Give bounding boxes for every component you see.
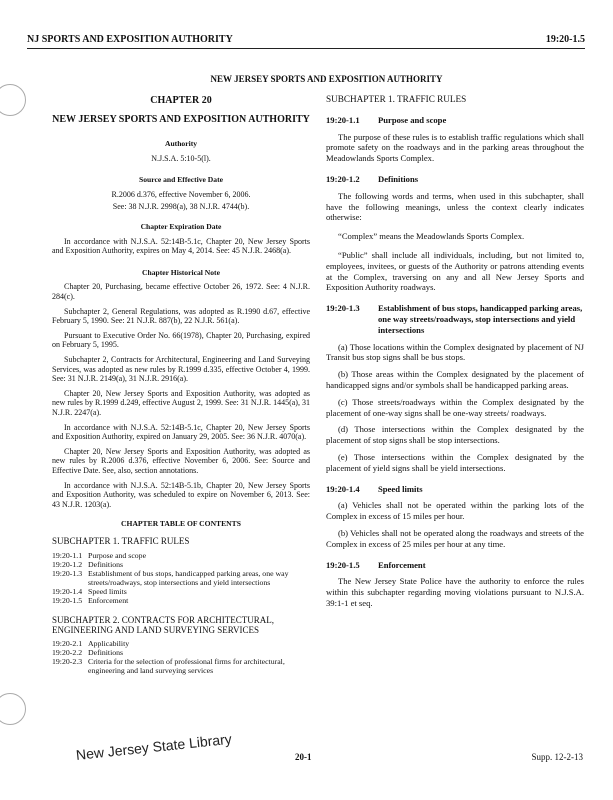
section-number: 19:20-1.2 <box>326 173 360 184</box>
toc-entry <box>52 587 310 596</box>
history-note: Subchapter 2, Contracts for Architectural, Engineering and Land Surveying Services, was adopted as new rules by R.1999 d.335, effective October 4, 1999. See: 31 N.J.R. 2149(a), 31 N.J.R. 2916(a). <box>52 355 310 384</box>
running-header-section: 19:20-1.5 <box>545 34 585 45</box>
history-note: Chapter 20, New Jersey Sports and Exposition Authority, was adopted as new rules by R.2006 d.376, effective November 6, 2006. See: Source and Effective Date. See, also, section annotations. <box>52 446 310 475</box>
toc-entry <box>52 560 310 569</box>
section-title: Purpose and scope <box>378 114 447 125</box>
toc-entry <box>52 657 310 675</box>
definition-public: “Public” shall include all individuals, including, but not limited to, employees, invitees, or guests of the Authority or patrons attending events at the Complex, traversing on any and all New Jersey Sports and Exposition Authority roadways. <box>326 249 584 293</box>
toc-heading: CHAPTER TABLE OF CONTENTS <box>121 519 241 529</box>
toc-entry <box>52 551 310 560</box>
history-note: In accordance with N.J.S.A. 52:14B-5.1b, Chapter 20, New Jersey Sports and Exposition Authority, was scheduled to expire on November 6, 2013. See: 43 N.J.R. 1203(a). <box>52 480 310 509</box>
toc-entry <box>52 569 310 587</box>
section-number: 19:20-1.5 <box>326 559 360 570</box>
section-heading <box>326 560 584 571</box>
history-note: In accordance with N.J.S.A. 52:14B-5.1c, Chapter 20, New Jersey Sports and Exposition Authority, expired on January 29, 2005. See: 36 N.J.R. 4070(a). <box>52 422 310 442</box>
section-text: The following words and terms, when used in this subchapter, shall have the following meanings, unless the context clearly indicates otherwise: <box>326 190 584 223</box>
section-heading <box>326 303 584 335</box>
section-title: Establishment of bus stops, handicapped parking areas, one way streets/roadways, stop intersections and yield intersections <box>378 303 583 335</box>
history-note: Chapter 20, Purchasing, became effective October 26, 1972. See: 4 N.J.R. 284(c). <box>52 282 310 302</box>
section-text: (d) Those intersections within the Complex designated by the placement of stop signs shall be stop intersections. <box>326 424 584 446</box>
authority-heading: Authority <box>164 139 198 149</box>
section-text: The New Jersey State Police have the authority to enforce the rules within this subchapter regarding moving violations pursuant to N.J.S.A. 39:1-1 et seq. <box>326 576 584 608</box>
toc-entry-title: Applicability <box>88 638 130 648</box>
section-text: The purpose of these rules is to establish traffic regulations which shall promote safety on the roadways and in the parking areas throughout the Meadowlands Sports Complex. <box>326 131 584 164</box>
toc-entry <box>52 648 310 657</box>
library-stamp: New Jersey State Library <box>75 730 233 763</box>
header-rule <box>27 48 585 49</box>
toc-entry-number: 19:20-2.3 <box>52 656 83 666</box>
section-text: (a) Vehicles shall not be operated within the parking lots of the Complex in excess of 15 miles per hour. <box>326 500 584 522</box>
section-heading <box>326 115 584 126</box>
punch-hole <box>0 84 26 116</box>
section-number: 19:20-1.1 <box>326 114 360 125</box>
authority-text: N.J.S.A. 5:10-5(l). <box>151 153 211 163</box>
toc-entry <box>52 596 310 605</box>
chapter-number: CHAPTER 20 <box>150 95 212 106</box>
toc-entry-title: Establishment of bus stops, handicapped parking areas, one way streets/roadways, stop intersections and yield intersections <box>88 568 289 587</box>
running-header-title: NJ SPORTS AND EXPOSITION AUTHORITY <box>27 34 233 45</box>
toc-entry-number: 19:20-1.1 <box>52 550 83 560</box>
section-text: (b) Vehicles shall not be operated along the roadways and streets of the Complex in excess of 25 miles per hour at any time. <box>326 527 584 549</box>
section-text: (a) Those locations within the Complex designated by placement of NJ Transit bus stop signs shall be bus stops. <box>326 341 584 363</box>
section-heading <box>326 174 584 185</box>
right-column <box>326 94 584 615</box>
toc-entry-number: 19:20-2.1 <box>52 638 83 648</box>
toc-entry-title: Purpose and scope <box>88 550 147 560</box>
toc-entry-title: Definitions <box>88 559 124 569</box>
toc-entry-number: 19:20-1.2 <box>52 559 83 569</box>
toc-entry-number: 19:20-2.2 <box>52 647 83 657</box>
section-number: 19:20-1.4 <box>326 483 360 494</box>
section-text: (c) Those streets/roadways within the Complex designated by the placement of one-way signs shall be one-way streets/ roadways. <box>326 396 584 418</box>
source-line-1: R.2006 d.376, effective November 6, 2006. <box>111 189 251 199</box>
toc-subchapter-2: SUBCHAPTER 2. CONTRACTS FOR ARCHITECTURAL, ENGINEERING AND LAND SURVEYING SERVICES <box>52 614 275 635</box>
toc-entry-title: Speed limits <box>88 586 127 596</box>
source-line-2: See: 38 N.J.R. 2998(a), 38 N.J.R. 4744(b). <box>112 202 250 212</box>
left-column <box>52 94 310 675</box>
definition-complex: “Complex” means the Meadowlands Sports Complex. <box>338 231 525 242</box>
expiration-text: In accordance with N.J.S.A. 52:14B-5.1c, Chapter 20, New Jersey Sports and Exposition Authority, expires on May 4, 2014. See: 45 N.J.R. 2468(a). <box>52 236 310 256</box>
section-heading <box>326 484 584 495</box>
supplement-date: Supp. 12-2-13 <box>531 752 583 762</box>
toc-entry-title: Criteria for the selection of professional firms for architectural, engineering and land surveying services <box>88 656 285 675</box>
section-text: (e) Those intersections within the Complex designated by the placement of yield signs shall be yield intersections. <box>326 451 584 473</box>
history-note: Chapter 20, New Jersey Sports and Exposition Authority, was adopted as new rules by R.1999 d.249, effective August 2, 1999. See: 31 N.J.R. 1445(a), 31 N.J.R. 2247(a). <box>52 388 310 417</box>
toc-entry-title: Definitions <box>88 647 124 657</box>
source-heading: Source and Effective Date <box>138 175 223 185</box>
section-title: Definitions <box>378 173 419 184</box>
section-number: 19:20-1.3 <box>326 303 360 314</box>
toc-entry <box>52 639 310 648</box>
expiration-heading: Chapter Expiration Date <box>140 222 222 232</box>
history-note: Subchapter 2, General Regulations, was adopted as R.1990 d.67, effective February 5, 1990. See: 21 N.J.R. 887(b), 22 N.J.R. 561(a). <box>52 306 310 326</box>
page-number: 20-1 <box>295 752 312 762</box>
subchapter-heading: SUBCHAPTER 1. TRAFFIC RULES <box>326 94 467 104</box>
section-title: Speed limits <box>378 483 423 494</box>
section-text: (b) Those areas within the Complex designated by the placement of handicapped signs and/or symbols shall be handicapped parking areas. <box>326 369 584 390</box>
history-note: Pursuant to Executive Order No. 66(1978), Chapter 20, Purchasing, expired on February 5, 1995. <box>52 330 310 350</box>
toc-entry-number: 19:20-1.3 <box>52 568 83 578</box>
chapter-title: NEW JERSEY SPORTS AND EXPOSITION AUTHORITY <box>52 113 310 125</box>
toc-entry-number: 19:20-1.4 <box>52 586 83 596</box>
toc-subchapter-1: SUBCHAPTER 1. TRAFFIC RULES <box>52 535 190 546</box>
toc-entry-number: 19:20-1.5 <box>52 595 83 605</box>
section-title: Enforcement <box>378 559 426 570</box>
page-title: NEW JERSEY SPORTS AND EXPOSITION AUTHORITY <box>210 74 443 84</box>
toc-entry-title: Enforcement <box>88 595 129 605</box>
history-heading: Chapter Historical Note <box>142 267 220 277</box>
punch-hole <box>0 693 26 725</box>
